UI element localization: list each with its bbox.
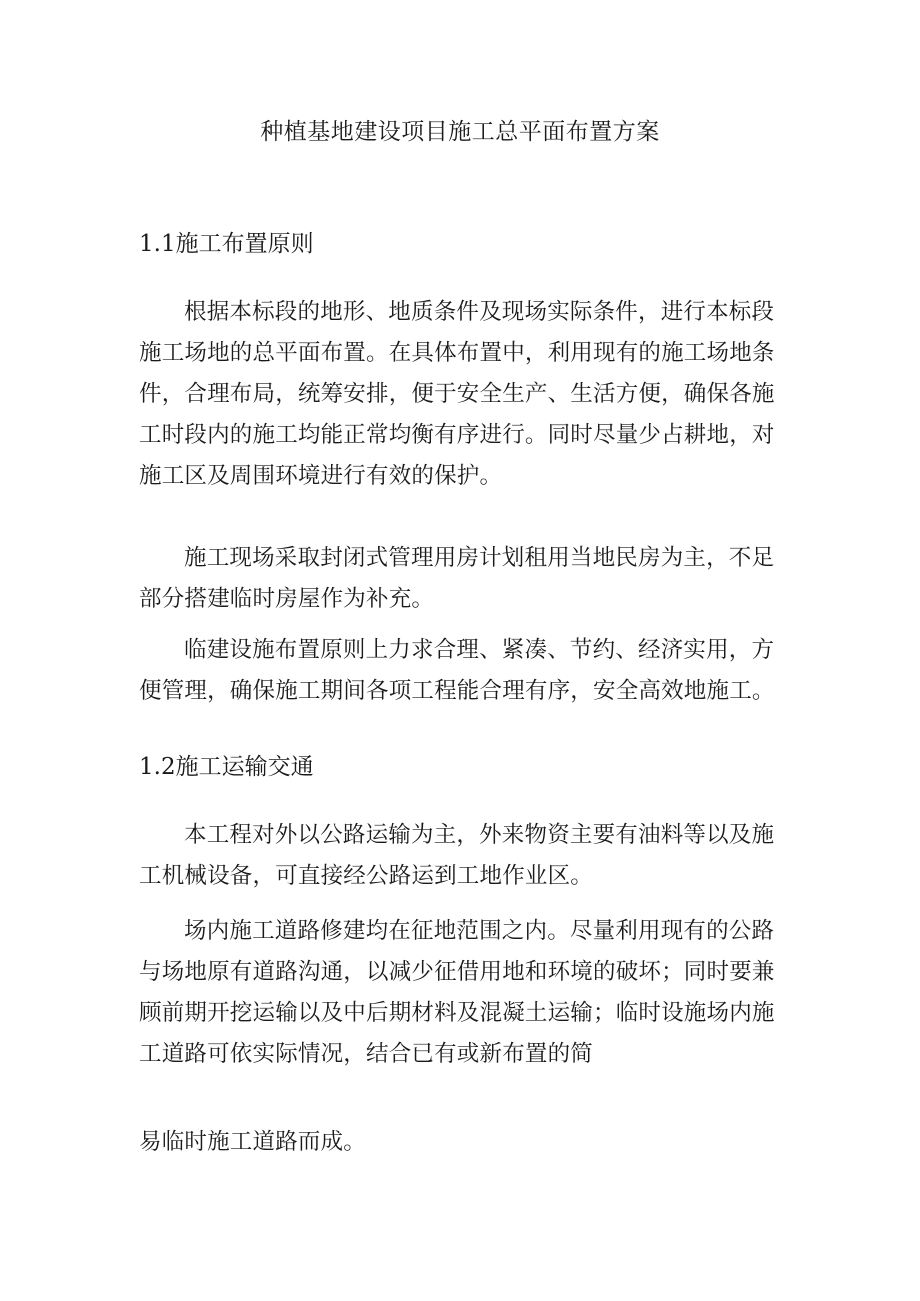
section-heading-1-1: 1.1施工布置原则	[139, 231, 314, 257]
paragraph-line: 临建设施布置原则上力求合理、紧凑、节约、经济实用，方	[184, 637, 775, 663]
paragraph-external-transport	[139, 815, 789, 897]
paragraph-line: 工机械设备，可直接经公路运到工地作业区。	[139, 863, 594, 889]
document-title: 种植基地建设项目施工总平面布置方案	[260, 119, 660, 145]
paragraph-site-roads	[139, 911, 789, 1075]
section-heading-1-2: 1.2施工运输交通	[139, 754, 314, 780]
paragraph-line: 与场地原有道路沟通，以减少征借用地和环境的破坏；同时要兼	[139, 959, 775, 985]
paragraph-line: 施工区及周围环境进行有效的保护。	[139, 463, 503, 489]
paragraph-line: 顾前期开挖运输以及中后期材料及混凝土运输；临时设施场内施	[139, 1000, 775, 1026]
paragraph-line: 施工现场采取封闭式管理用房计划租用当地民房为主，不足	[184, 545, 775, 571]
paragraph-line: 工时段内的施工均能正常均衡有序进行。同时尽量少占耕地，对	[139, 422, 775, 448]
paragraph-site-housing	[139, 538, 789, 620]
paragraph-line: 施工场地的总平面布置。在具体布置中，利用现有的施工场地条	[139, 340, 775, 366]
paragraph-line: 场内施工道路修建均在征地范围之内。尽量利用现有的公路	[184, 918, 775, 944]
paragraph-continuation	[139, 1122, 789, 1163]
paragraph-line: 根据本标段的地形、地质条件及现场实际条件，进行本标段	[184, 299, 775, 325]
paragraph-line: 工道路可依实际情况，结合已有或新布置的简	[139, 1041, 594, 1067]
paragraph-line: 部分搭建临时房屋作为补充。	[139, 586, 435, 612]
paragraph-line: 易临时施工道路而成。	[139, 1129, 367, 1155]
paragraph-line: 便管理，确保施工期间各项工程能合理有序，安全高效地施工。	[139, 678, 775, 704]
paragraph-temporary-facilities	[139, 630, 789, 712]
paragraph-line: 本工程对外以公路运输为主，外来物资主要有油料等以及施	[184, 822, 775, 848]
paragraph-line: 件，合理布局，统筹安排，便于安全生产、生活方便，确保各施	[139, 381, 775, 407]
paragraph-layout-principle	[139, 292, 789, 497]
